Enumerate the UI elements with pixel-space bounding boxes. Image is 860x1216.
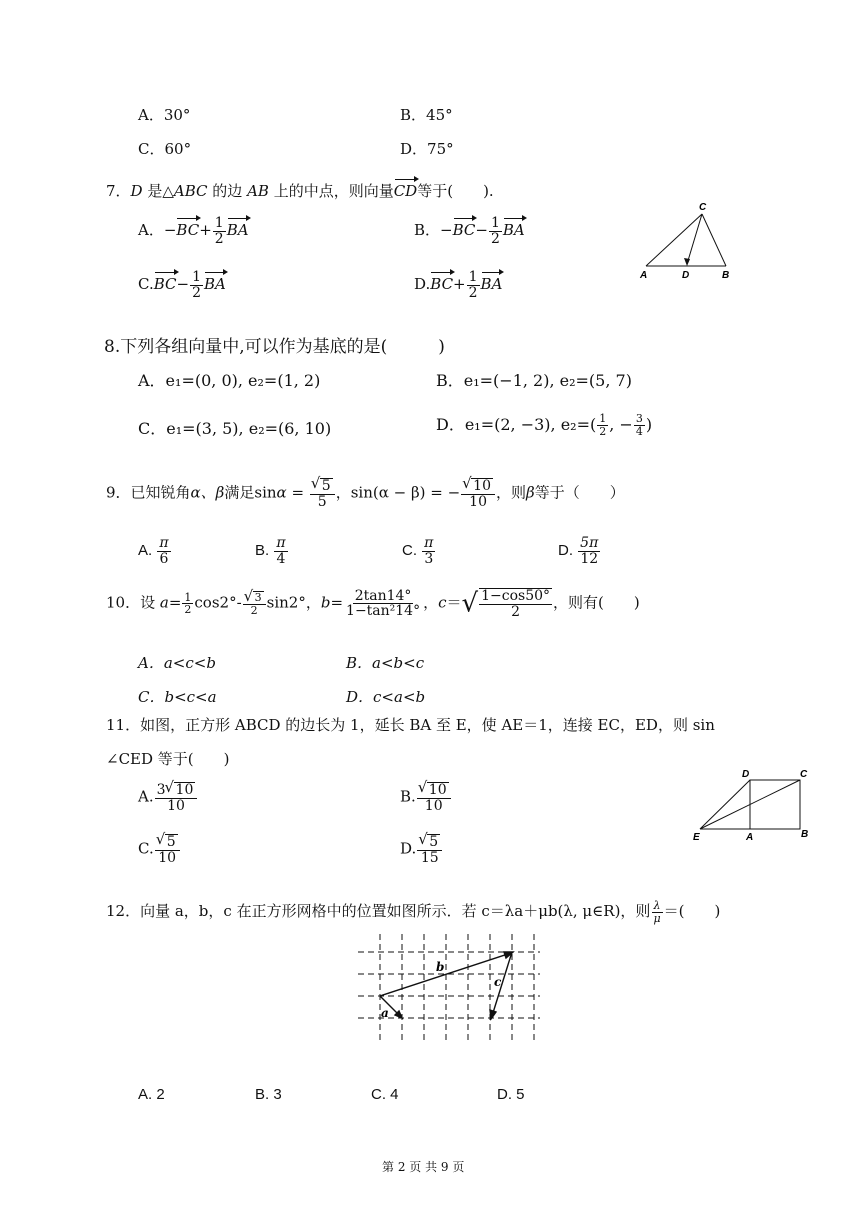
q9-stem: 9．已知锐角α、β满足sinα = √ $\frac{5}{5}$ ，sin(α − β) = − √ $\frac{10}{10}$ ，则β等于（ ）: [106, 478, 625, 509]
q7-stem: 7．D 是△ABC 的边 AB 上的中点，则向量CD等于( ).: [106, 182, 494, 200]
q12-option-a: A. 2: [138, 1086, 165, 1103]
q10-option-b: B．a<b<c: [346, 654, 425, 672]
q12-option-d: D. 5: [497, 1086, 525, 1103]
q12-grid-figure: [354, 930, 544, 1044]
q7-option-b: B．−BC− $\frac{1}{2}$ BA: [414, 215, 525, 247]
q7-option-c: C.BC− $\frac{1}{2}$ BA: [138, 269, 226, 301]
q11-option-a: A. $\frac{3√ 10}{10}$: [138, 782, 198, 813]
q9-option-c: C. $\frac{\pi}{3}$: [402, 535, 434, 567]
label-d: D: [682, 270, 690, 281]
vector-cd: CD: [393, 182, 418, 200]
page-footer: 第 2 页 共 9 页: [382, 1160, 465, 1174]
q7-option-a: A．−BC+ $\frac{1}{2}$ BA: [138, 215, 249, 247]
label-d: D: [742, 769, 750, 780]
label-a: A: [746, 832, 754, 843]
q6-option-b: B．45°: [400, 106, 453, 124]
q9-option-d: D. $\frac{5\pi}{12}$: [558, 535, 599, 567]
q11-square-figure: [688, 766, 816, 844]
label-vec-c: c: [494, 975, 502, 989]
q11-option-c: C. √ $\frac{5}{10}$: [138, 834, 181, 865]
q8-option-a: A．e₁=(0, 0), e₂=(1, 2): [138, 371, 321, 390]
label-b: B: [801, 829, 809, 840]
label-c: C: [800, 769, 808, 780]
label-b: B: [722, 270, 730, 281]
q8-option-d: D．e₁=(2, −3), e₂=( $\frac{1}{2}$ , − $\frac{3}{4}$ ): [436, 412, 653, 438]
q8-option-b: B．e₁=(−1, 2), e₂=(5, 7): [436, 371, 632, 390]
q6-option-c: C．60°: [138, 140, 192, 158]
label-vec-b: b: [436, 960, 445, 974]
q12-stem: 12．向量 a，b，c 在正方形网格中的位置如图所示．若 c＝λa＋μb(λ, μ∈R)，则 $\frac{\lambda}{\mu}$ ＝( ): [106, 899, 721, 925]
label-c: C: [699, 202, 707, 213]
q11-option-d: D. √ $\frac{5}{15}$: [400, 834, 443, 865]
q11-stem-line1: 11．如图，正方形 ABCD 的边长为 1，延长 BA 至 E，使 AE＝1，连接 EC，ED，则 sin: [106, 716, 715, 734]
q12-option-c: C. 4: [371, 1086, 399, 1103]
q11-stem-line2: ∠CED 等于( ): [106, 750, 230, 768]
label-e: E: [693, 832, 700, 843]
q6-option-a: A．30°: [138, 106, 191, 124]
label-vec-a: a: [381, 1006, 389, 1020]
q12-option-b: B. 3: [255, 1086, 282, 1103]
q10-stem: 10．设 a= $\frac{1}{2}$ cos2°- √ $\frac{3}{2}$ sin2°，b= $\frac{2\tan 14^\circ}{\text{1−tan²14°}}$ ，c＝√ $\frac{1-\cos 50^\circ}{2}$ ，则有( ): [106, 588, 640, 619]
q8-stem: 8.下列各组向量中,可以作为基底的是( ): [104, 337, 445, 357]
q7-option-d: D.BC+ $\frac{1}{2}$ BA: [414, 269, 503, 301]
label-a: A: [640, 270, 648, 281]
q10-option-d: D．c<a<b: [346, 688, 426, 706]
q9-option-b: B. $\frac{\pi}{4}$: [255, 535, 286, 567]
q10-option-c: C．b<c<a: [138, 688, 217, 706]
q8-option-c: C．e₁=(3, 5), e₂=(6, 10): [138, 419, 332, 438]
q6-option-d: D．75°: [400, 140, 454, 158]
q7-triangle-figure: [630, 196, 740, 286]
q10-option-a: A．a<c<b: [138, 654, 216, 672]
q11-option-b: B. √ $\frac{10}{10}$: [400, 782, 452, 813]
q9-option-a: A. $\frac{\pi}{6}$: [138, 535, 169, 567]
